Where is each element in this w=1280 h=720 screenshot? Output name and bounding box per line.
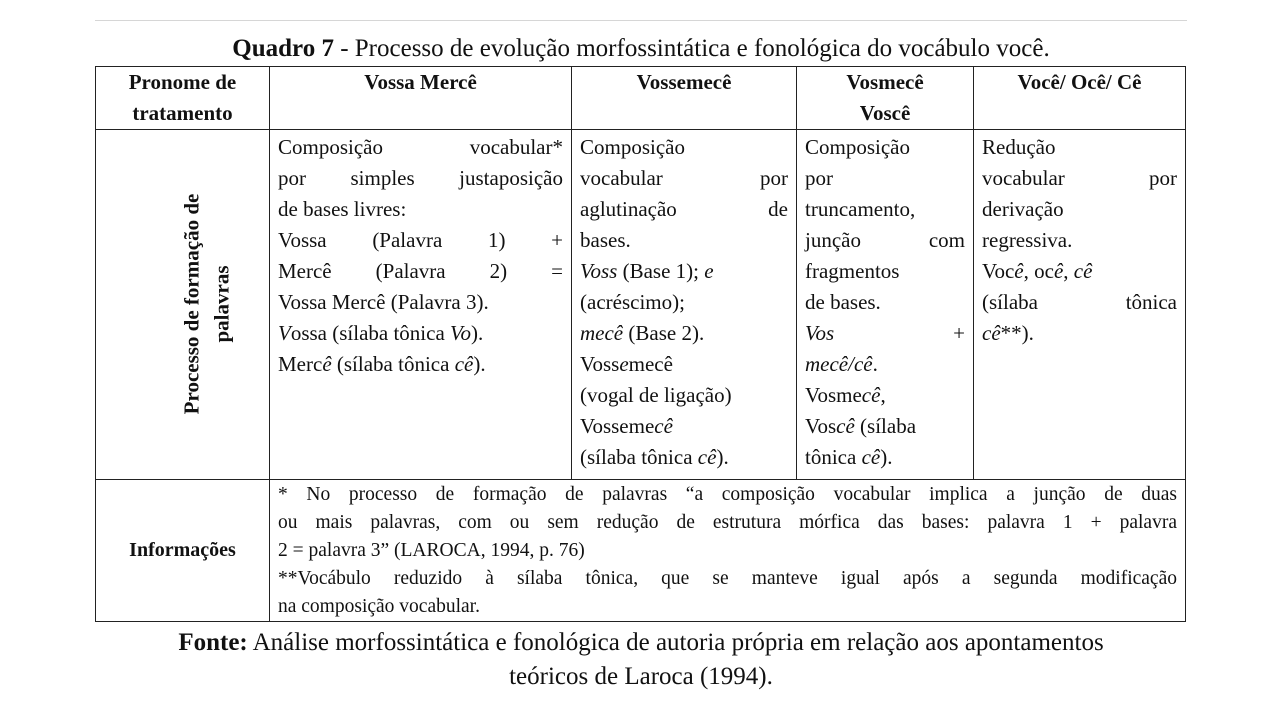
header-voce: Você/ Ocê/ Cê <box>974 67 1186 130</box>
cell-line: mecê (Base 2). <box>580 321 705 345</box>
header-row <box>96 67 1186 130</box>
cell-line: (sílaba tônica <box>982 290 1177 314</box>
row-label-formation-text <box>176 194 236 415</box>
header-vossa-merce: Vossa Mercê <box>270 67 572 130</box>
cell-line: de bases livres: <box>278 197 407 221</box>
cell-line: (sílaba tônica cê). <box>580 445 729 469</box>
cell-line: fragmentos <box>805 259 900 283</box>
cell-line: mecê/cê. <box>805 352 878 376</box>
cell-line: Composição <box>805 135 910 159</box>
cell-line: derivação <box>982 197 1064 221</box>
cell-vossa-merce <box>270 130 572 480</box>
header-vosmece <box>797 67 974 130</box>
top-divider <box>95 20 1187 21</box>
caption-label: Quadro 7 <box>232 35 334 62</box>
header-vossemece: Vossemecê <box>572 67 797 130</box>
source-label: Fonte: <box>178 629 248 656</box>
row-label-formation <box>96 130 270 480</box>
cell-line: (vogal de ligação) <box>580 383 732 407</box>
cell-line: truncamento, <box>805 197 916 221</box>
cell-line: Vos + <box>805 321 965 345</box>
source-text-1: Análise morfossintática e fonológica de autoria própria em relação aos apontamentos <box>247 629 1104 656</box>
header-pronome <box>96 67 270 130</box>
cell-line: vocabular por <box>580 166 788 190</box>
info-line: * No processo de formação de palavras “a composição vocabular implica a junção de duas <box>278 484 1177 505</box>
header-pronome-l2: tratamento <box>132 101 233 125</box>
cell-line: Vosmecê, <box>805 383 886 407</box>
cell-vossemece <box>572 130 797 480</box>
cell-line: cê**). <box>982 321 1034 345</box>
cell-line: Voscê (sílaba <box>805 414 917 438</box>
cell-line: Vossa (sílaba tônica Vo). <box>278 321 484 345</box>
info-line: na composição vocabular. <box>278 596 480 617</box>
cell-line: junção com <box>805 228 965 252</box>
info-cell <box>270 480 1186 622</box>
info-line: ou mais palavras, com ou sem redução de estrutura mórfica das bases: palavra 1 + palavra <box>278 512 1177 533</box>
cell-line: Vossa Mercê (Palavra 3). <box>278 290 489 314</box>
row-label-info: Informações <box>96 480 270 622</box>
header-vosmece-l1: Vosmecê <box>846 70 924 94</box>
source-line-2: teóricos de Laroca (1994). <box>509 663 773 690</box>
row-label-l2: palavras <box>209 265 234 343</box>
source-line-1 <box>95 626 1187 660</box>
cell-line: Mercê (sílaba tônica cê). <box>278 352 486 376</box>
evolution-table <box>95 66 1186 622</box>
formation-row <box>96 130 1186 480</box>
cell-line: Composição vocabular* <box>278 135 563 159</box>
cell-vosmece <box>797 130 974 480</box>
cell-line: regressiva. <box>982 228 1073 252</box>
cell-line: Você, ocê, cê <box>982 259 1093 283</box>
cell-line: vocabular por <box>982 166 1177 190</box>
cell-line: Redução <box>982 135 1056 159</box>
cell-line: Mercê (Palavra 2) = <box>278 259 563 283</box>
cell-line: (acréscimo); <box>580 290 685 314</box>
header-pronome-l1: Pronome de <box>128 70 237 94</box>
cell-line: Composição <box>580 135 685 159</box>
table-caption <box>95 34 1187 64</box>
cell-voce <box>974 130 1186 480</box>
row-label-l1: Processo de formação de <box>179 193 204 415</box>
caption-text: - Processo de evolução morfossintática e fonológica do vocábulo você. <box>333 35 1050 62</box>
cell-line: de bases. <box>805 290 881 314</box>
info-line: 2 = palavra 3” (LAROCA, 1994, p. 76) <box>278 540 585 561</box>
info-row <box>96 480 1186 622</box>
cell-line: por <box>805 166 833 190</box>
info-line: **Vocábulo reduzido à sílaba tônica, que se manteve igual após a segunda modificação <box>278 568 1177 589</box>
cell-line: aglutinação de <box>580 197 788 221</box>
cell-line: Vossemecê <box>580 352 673 376</box>
header-vosmece-l2: Voscê <box>859 101 911 125</box>
cell-line: Vossa (Palavra 1) + <box>278 228 563 252</box>
cell-line: bases. <box>580 228 631 252</box>
cell-line: por simples justaposição <box>278 166 563 190</box>
cell-line: Voss (Base 1); e <box>580 259 714 283</box>
cell-line: tônica cê). <box>805 445 893 469</box>
cell-line: Vossemecê <box>580 414 673 438</box>
